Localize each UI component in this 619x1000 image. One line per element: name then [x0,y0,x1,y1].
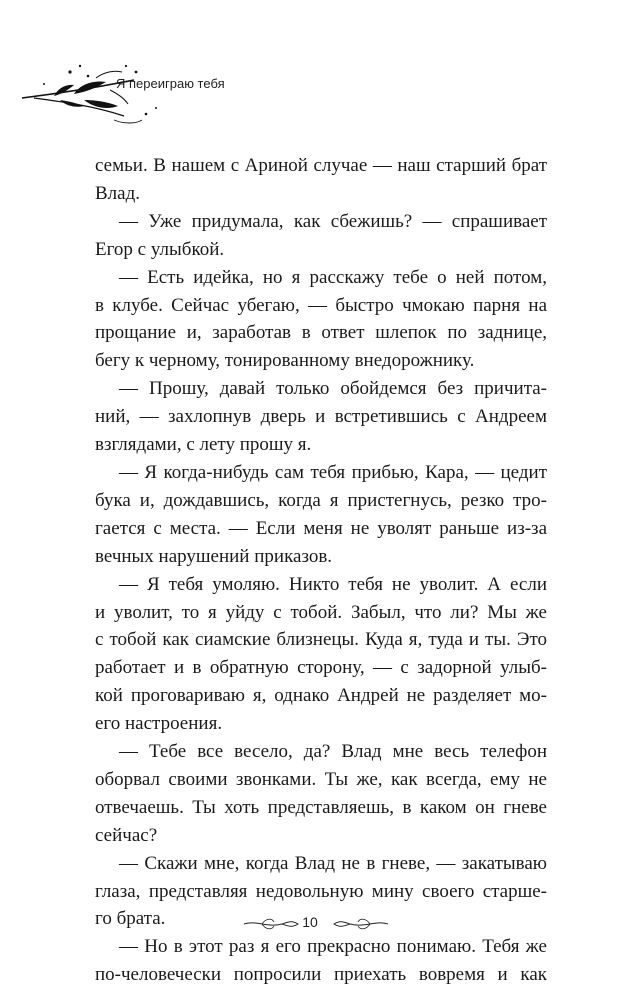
text-line: оборвал своими звонками. Ты же, как всегда, ему не [95,768,547,790]
text-line: и уволит, то я уйду с тобой. Забыл, что ли? Мы же [95,601,547,623]
text-line: — Но в этот раз я его прекрасно понимаю. Тебя же [119,936,547,958]
text-line: взглядами, с лету прошу я. [95,434,312,456]
text-line: — Есть идейка, но я расскажу тебе о ней потом, [119,266,547,288]
text-line: отвечаешь. Ты хоть представляешь, в каком он гневе [95,796,547,818]
running-title: Я переиграю тебя [116,76,225,91]
text-line: ний, — захлопнув дверь и встретившись с Андреем [95,406,547,428]
page-number: 10 [302,914,318,930]
text-line: работает и в обратную сторону, — с задорной улыб- [95,657,547,679]
text-line: по-человечески попросили приехать вовремя и как [95,964,547,986]
text-line: с тобой как сиамские близнецы. Куда я, туда и ты. Это [95,629,547,651]
text-line: вечных нарушений приказов. [95,545,333,567]
text-line: Егор с улыбкой. [95,238,225,260]
text-line: глаза, представляя недовольную мину своего старше- [95,880,547,902]
text-line: прощание и, заработав в ответ шлепок по заднице, [95,322,547,344]
text-line: сейчас? [95,824,158,846]
text-line: — Тебе все весело, да? Влад мне весь телефон [119,741,547,763]
header-ornament [14,58,184,130]
text-line: семьи. В нашем с Ариной случае — наш старший брат [95,155,547,176]
text-line: — Прошу, давай только обойдемся без причита- [119,378,547,400]
footer-flourish-right-icon [330,916,390,932]
text-line: бегу к черному, тонированному внедорожнику. [95,350,475,372]
text-line: кой проговариваю я, однако Андрей не разделяет мо- [95,685,547,707]
footer-flourish-left-icon [242,916,302,932]
page-footer [0,908,619,938]
text-line: в клубе. Сейчас убегаю, — быстро чмокаю парня на [95,294,547,316]
text-line: — Я когда-нибудь сам тебя прибью, Кара, — цедит [119,461,547,483]
text-line: гается с места. — Если меня не уволят раньше из-за [95,517,547,539]
text-line: его настроения. [95,713,223,735]
text-line: бука и, дождавшись, когда я пристегнусь, резко тро- [95,489,547,511]
text-line: Влад. [95,182,141,204]
text-line: — Я тебя умоляю. Никто тебя не уволит. А если [119,573,547,595]
body-text [95,152,547,989]
text-line: го брата. [95,908,166,930]
text-line: — Уже придумала, как сбежишь? — спрашивает [119,210,547,232]
text-line: — Скажи мне, когда Влад не в гневе, — закатываю [119,852,547,874]
